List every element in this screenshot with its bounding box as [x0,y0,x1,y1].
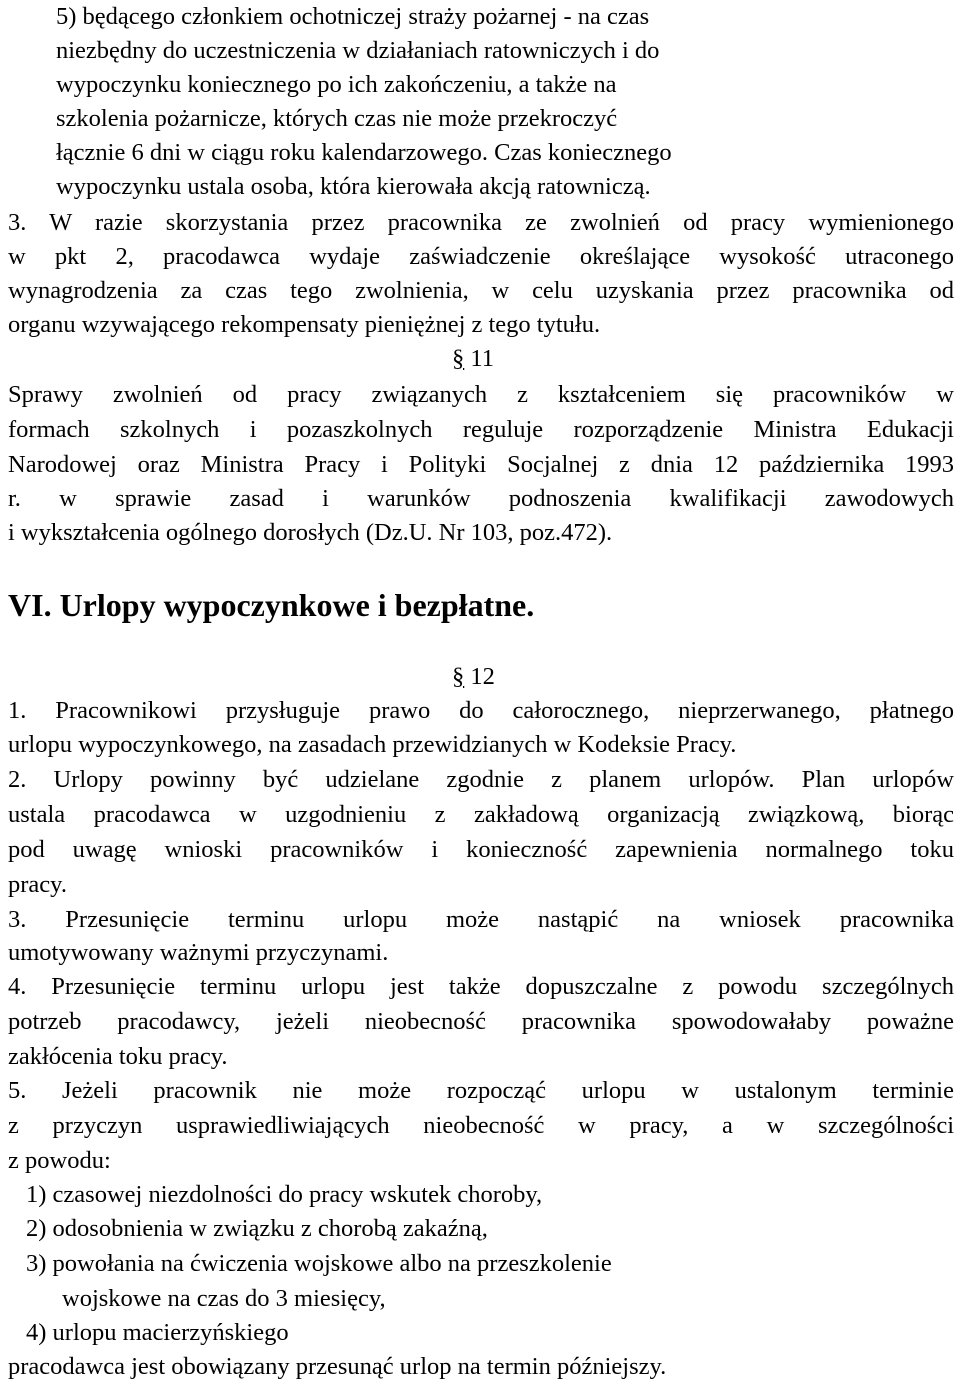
section-12-line-11: zakłócenia toku pracy. [8,1043,228,1070]
section-12-line-13: z przyczyn usprawiedliwiających nieobecność w pracy, a w szczególności [8,1112,954,1139]
sub-item-3-continuation: wojskowe na czas do 3 miesięcy, [62,1285,386,1312]
section-12-line-12: 5. Jeżeli pracownik nie może rozpocząć urlopu w ustalonym terminie [8,1077,954,1104]
closing-line: pracodawca jest obowiązany przesunąć urlop na termin późniejszy. [8,1353,667,1380]
chapter-heading: VI. Urlopy wypoczynkowe i bezpłatne. [8,587,535,623]
section-symbol: § [452,663,465,690]
section-11-line-2: formach szkolnych i pozaszkolnych reguluje rozporządzenie Ministra Edukacji [8,416,954,443]
section-11-line-3: Narodowej oraz Ministra Pracy i Polityki Socjalnej z dnia 12 października 1993 [8,451,954,478]
section-symbol: § [452,345,465,372]
sub-item-3: 3) powołania na ćwiczenia wojskowe albo na przeszkolenie [26,1250,612,1277]
sub-item-4: 4) urlopu macierzyńskiego [26,1319,289,1346]
section-12-line-2: urlopu wypoczynkowego, na zasadach przewidzianych w Kodeksie Pracy. [8,731,737,758]
section-12-title [452,662,495,692]
item-5-line-1: 5) będącego członkiem ochotniczej straży pożarnej - na czas [56,3,650,30]
item-5-line-4: szkolenia pożarnicze, których czas nie może przekroczyć [56,105,618,132]
section-11-line-5: i wykształcenia ogólnego dorosłych (Dz.U. Nr 103, poz.472). [8,519,613,546]
section-12-line-4: ustala pracodawca w uzgodnieniu z zakładową organizacją związkową, biorąc [8,801,954,828]
section-11-line-1: Sprawy zwolnień od pracy związanych z kształceniem się pracowników w [8,381,954,408]
section-11-title [452,344,494,374]
section-12-line-7: 3. Przesunięcie terminu urlopu może nastąpić na wniosek pracownika [8,906,954,933]
item-3-line-3: wynagrodzenia za czas tego zwolnienia, w celu uzyskania przez pracownika od [8,277,954,304]
item-3-line-2: w pkt 2, pracodawca wydaje zaświadczenie określające wysokość utraconego [8,243,954,270]
section-12-line-10: potrzeb pracodawcy, jeżeli nieobecność pracownika spowodowałaby poważne [8,1008,954,1035]
item-5-line-2: niezbędny do uczestniczenia w działaniach ratowniczych i do [56,37,660,64]
item-5-line-6: wypoczynku ustala osoba, która kierowała akcją ratowniczą. [56,173,651,200]
section-12-line-8: umotywowany ważnymi przyczynami. [8,939,389,966]
section-number: 12 [470,663,495,690]
sub-item-1: 1) czasowej niezdolności do pracy wskutek choroby, [26,1181,543,1208]
section-12-line-6: pracy. [8,871,67,898]
sub-item-2: 2) odosobnienia w związku z chorobą zakaźną, [26,1215,488,1242]
section-11-line-4: r. w sprawie zasad i warunków podnoszenia kwalifikacji zawodowych [8,485,954,512]
item-3-line-1: 3. W razie skorzystania przez pracownika ze zwolnień od pracy wymienionego [8,209,954,236]
section-12-line-5: pod uwagę wnioski pracowników i konieczność zapewnienia normalnego toku [8,836,954,863]
item-3-line-4: organu wzywającego rekompensaty pieniężnej z tego tytułu. [8,311,601,338]
item-5-line-3: wypoczynku koniecznego po ich zakończeniu, a także na [56,71,617,98]
item-5-line-5: łącznie 6 dni w ciągu roku kalendarzowego. Czas koniecznego [56,139,672,166]
section-12-line-3: 2. Urlopy powinny być udzielane zgodnie z planem urlopów. Plan urlopów [8,766,954,793]
section-number: 11 [470,345,494,372]
section-12-line-9: 4. Przesunięcie terminu urlopu jest także dopuszczalne z powodu szczególnych [8,973,954,1000]
section-12-line-1: 1. Pracownikowi przysługuje prawo do całorocznego, nieprzerwanego, płatnego [8,697,954,724]
section-12-line-14: z powodu: [8,1147,111,1174]
